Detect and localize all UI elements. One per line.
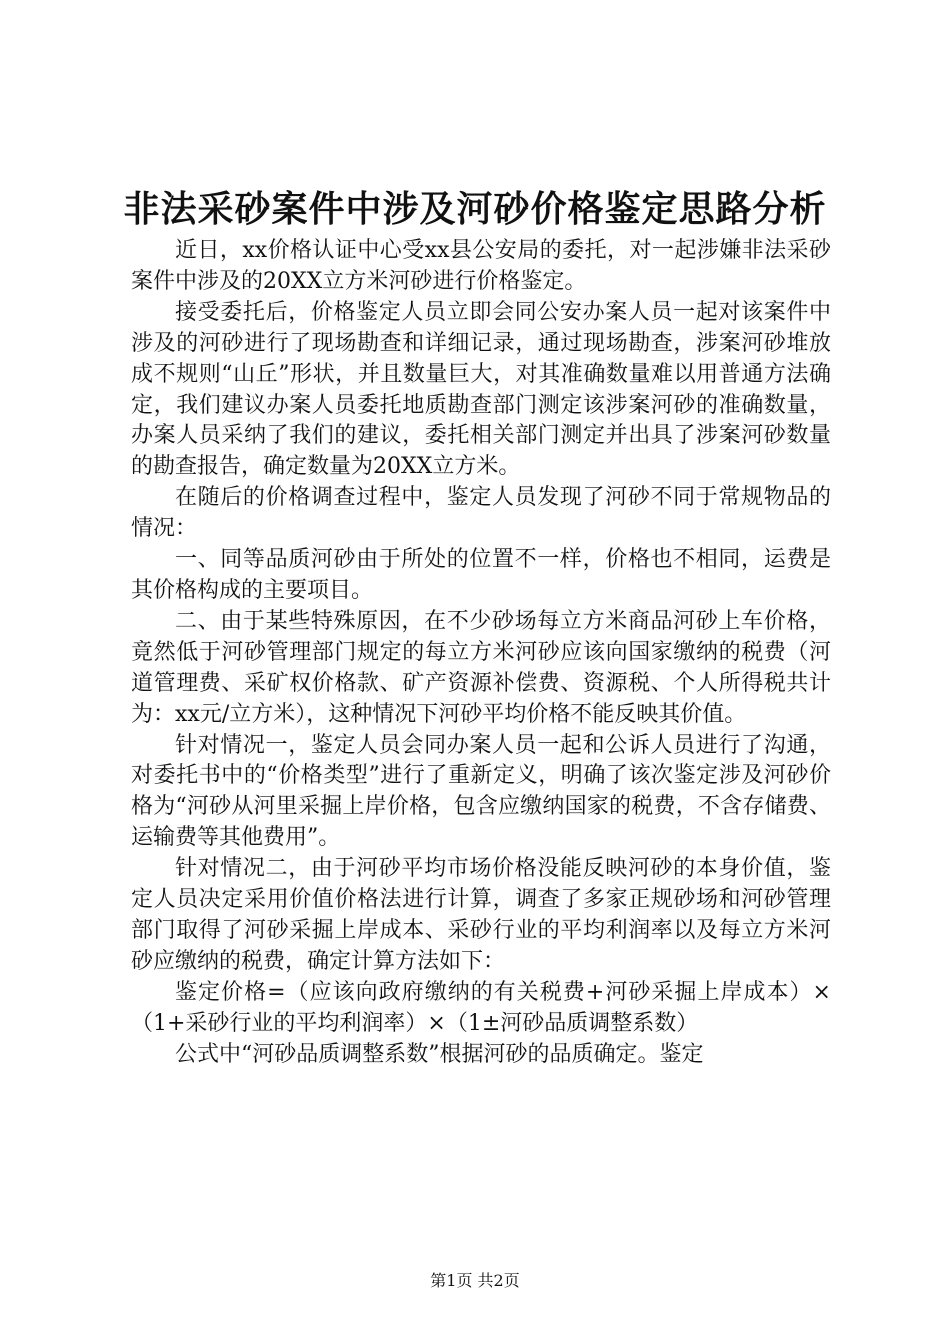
paragraph: 公式中“河砂品质调整系数”根据河砂的品质确定。鉴定: [175, 1041, 704, 1067]
document-title: 非法采砂案件中涉及河砂价格鉴定思路分析: [123, 188, 827, 230]
document-body: [131, 236, 831, 1070]
page-footer: 第1页 共2页: [430, 1271, 520, 1290]
paragraph: 针对情况二，由于河砂平均市场价格没能反映河砂的本身价值，鉴定人员决定采用价值价格法进行计算，调查了多家正规砂场和河砂管理部门取得了河砂采掘上岸成本、采砂行业的平均利润率以及每立方米河砂应缴纳的税费，确定计算方法如下：: [131, 856, 831, 974]
paragraph: 近日，xx价格认证中心受xx县公安局的委托，对一起涉嫌非法采砂案件中涉及的20XX立方米河砂进行价格鉴定。: [131, 238, 831, 294]
paragraph: 针对情况一，鉴定人员会同办案人员一起和公诉人员进行了沟通，对委托书中的“价格类型”进行了重新定义，明确了该次鉴定涉及河砂价格为“河砂从河里采掘上岸价格，包含应缴纳国家的税费，不含存储费、运输费等其他费用”。: [131, 732, 831, 851]
paragraph: 一、同等品质河砂由于所处的位置不一样，价格也不相同，运费是其价格构成的主要项目。: [131, 547, 831, 603]
paragraph: 在随后的价格调查过程中，鉴定人员发现了河砂不同于常规物品的情况：: [131, 485, 831, 542]
paragraph: 接受委托后，价格鉴定人员立即会同公安办案人员一起对该案件中涉及的河砂进行了现场勘查和详细记录，通过现场勘查，涉案河砂堆放成不规则“山丘”形状，并且数量巨大，对其准确数量难以用普通方法确定，我们建议办案人员委托地质勘查部门测定该涉案河砂的准确数量，办案人员采纳了我们的建议，委托相关部门测定并出具了涉案河砂数量的勘查报告，确定数量为20XX立方米。: [131, 299, 831, 480]
formula-paragraph: 鉴定价格=（应该向政府缴纳的有关税费+河砂采掘上岸成本）×（1+采砂行业的平均利润率）×（1±河砂品质调整系数）: [131, 979, 831, 1036]
paragraph: 二、由于某些特殊原因，在不少砂场每立方米商品河砂上车价格，竟然低于河砂管理部门规定的每立方米河砂应该向国家缴纳的税费（河道管理费、采矿权价格款、矿产资源补偿费、资源税、个人所得税共计为：xx元/立方米），这种情况下河砂平均价格不能反映其价值。: [131, 608, 831, 727]
